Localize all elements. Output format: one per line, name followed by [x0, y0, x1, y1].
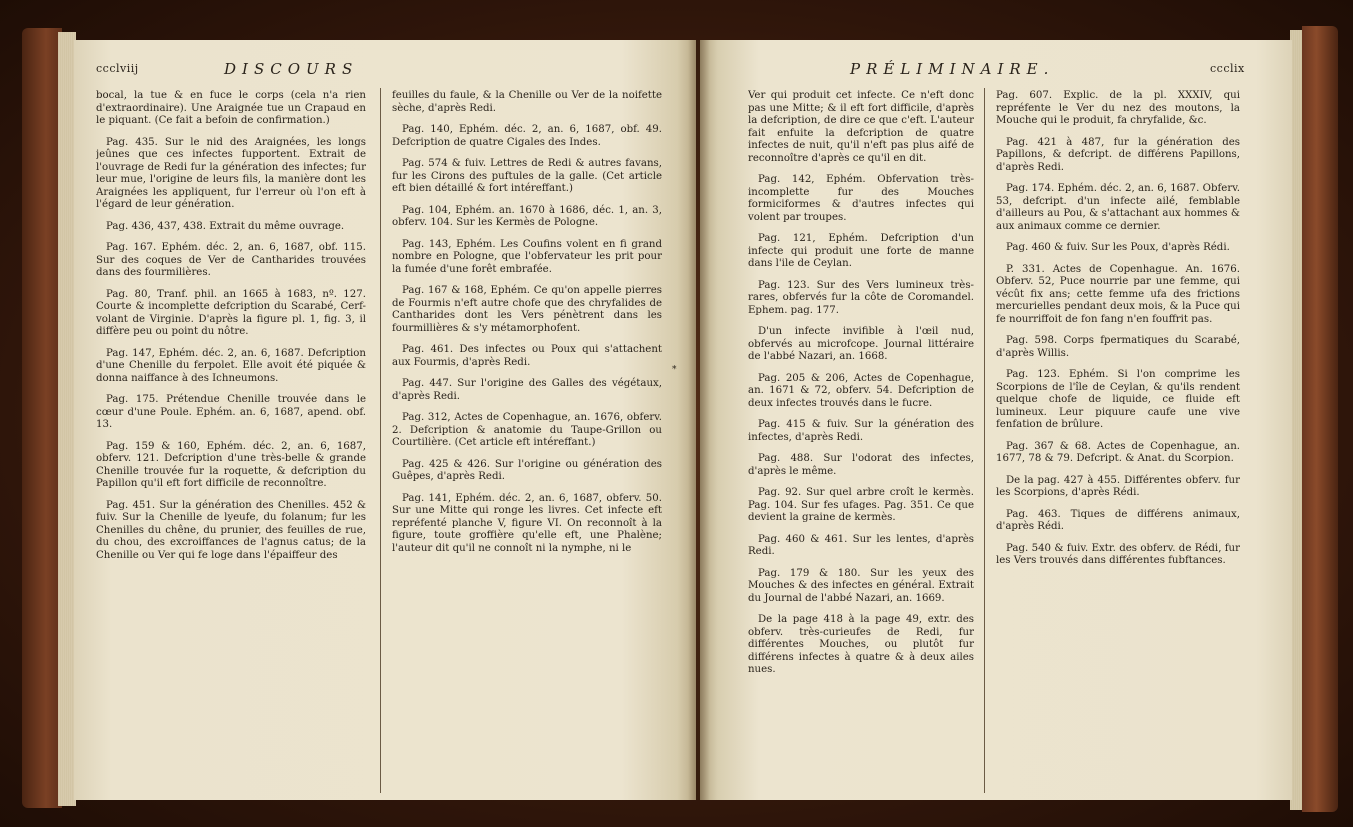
column-rule	[984, 88, 985, 793]
paragraph: Pag. 367 & 68. Actes de Copenhague, an. 1677, 78 & 79. Defcript. & Anat. du Scorpion.	[996, 440, 1240, 464]
paragraph: Pag. 142, Ephém. Obfervation très-incomplette fur des Mouches formiciformes & d'autres infectes qui volent par troupes.	[748, 174, 974, 223]
paragraph: Pag. 147, Ephém. déc. 2, an. 6, 1687. Defcription d'une Chenille du ferpolet. Elle avoit été piquée & donna naiffance à des Ichneumons.	[96, 347, 366, 384]
paragraph: Pag. 175. Prétendue Chenille trouvée dans le cœur d'une Poule. Ephém. an. 6, 1687, apend. obf. 13.	[96, 394, 366, 430]
paragraph: Pag. 167 & 168, Ephém. Ce qu'on appelle pierres de Fourmis n'eft autre chofe que des chryfalides de Cantharides dont les Vers pénètrent dans les fourmillières & s'y métamorphofent.	[392, 285, 662, 334]
paragraph: De la pag. 427 à 455. Différentes obferv. fur les Scorpions, d'après Rédi.	[996, 474, 1240, 498]
paragraph: Pag. 312, Actes de Copenhague, an. 1676, obferv. 2. Defcription & anatomie du Taupe-Grillon ou Courtilière. (Cet article eft intéreffant.)	[392, 412, 662, 448]
paragraph: Pag. 167. Ephém. déc. 2, an. 6, 1687, obf. 115. Sur des coques de Ver de Cantharides trouvées dans des fourmilières.	[96, 242, 366, 278]
paragraph: feuilles du faule, & la Chenille ou Ver de la noifette sèche, d'après Redi.	[392, 90, 662, 114]
right-page	[700, 40, 1292, 800]
paragraph: Pag. 141, Ephém. déc. 2, an. 6, 1687, obferv. 50. Sur une Mitte qui ronge les livres. Cet infecte eft repréfenté planche V, figure VI. On reconnoît à la figure, toute groffière qu'elle eft, une Phalène; l'auteur dit qu'il ne connoît ni la nymphe, ni le	[392, 492, 662, 554]
paragraph: Pag. 123. Ephém. Si l'on comprime les Scorpions de l'île de Ceylan, & qu'ils rendent quelque chofe de liquide, ce fluide eft lumineux. Leur piquure caufe une vive fenfation de brûlure.	[996, 369, 1240, 430]
column-rule	[380, 88, 381, 793]
paragraph: Pag. 174. Ephém. déc. 2, an. 6, 1687. Obferv. 53, defcript. d'un infecte ailé, femblable d'ailleurs au Pou, & s'attachant aux hommes & aux animaux comme ce dernier.	[996, 183, 1240, 232]
paragraph: Pag. 451. Sur la génération des Chenilles. 452 & fuiv. Sur la Chenille de lyeufe, du folanum; fur les Chenilles du chêne, du prunier, des feuilles de rue, du chou, des excroiffances de l'agnus catus; de la Chenille ou Ver qui fe loge dans l'épaiffeur des	[96, 499, 366, 561]
paragraph: Pag. 574 & fuiv. Lettres de Redi & autres favans, fur les Cirons des puftules de la galle. (Cet article eft bien détaillé & fort intéreffant.)	[392, 158, 662, 194]
right-page-header	[700, 62, 1292, 86]
paragraph: Pag. 80, Tranf. phil. an 1665 à 1683, nº. 127. Courte & incomplette defcription du Scarabé, Cerf-volant de Virginie. D'après la figure pl. 1, fig. 3, il diffère peu ou point du nôtre.	[96, 288, 366, 337]
right-page-number: ccclix	[1210, 62, 1245, 75]
left-page-column-1	[96, 90, 366, 795]
left-page-header	[74, 62, 696, 86]
paragraph: Pag. 461. Des infectes ou Poux qui s'attachent aux Fourmis, d'après Redi.	[392, 344, 662, 368]
paragraph: Pag. 104, Ephém. an. 1670 à 1686, déc. 1, an. 3, obferv. 104. Sur les Kermès de Pologne.	[392, 204, 662, 228]
paragraph: Pag. 463. Tiques de différens animaux, d'après Rédi.	[996, 508, 1240, 532]
paragraph: Pag. 435. Sur le nid des Araignées, les longs jeûnes que ces infectes fupportent. Extrait de l'ouvrage de Redi fur la génération des infectes; fur leur mue, l'origine de leurs fils, la manière dont les Araignées les appliquent, fur l'erreur où l'on eft à l'égard de leur génération.	[96, 136, 366, 210]
book-cover-left	[22, 28, 62, 808]
paragraph: Ver qui produit cet infecte. Ce n'eft donc pas une Mitte; & il eft fort difficile, d'après la defcription, de dire ce que c'eft. L'auteur fait enfuite la defcription de quatre infectes de nuit, qu'il n'eft pas plus aifé de reconnoître d'après ce qu'il en dit.	[748, 90, 974, 164]
left-page-number: ccclviij	[96, 62, 139, 75]
right-running-head: PRÉLIMINAIRE.	[850, 60, 1055, 78]
book-cover-right	[1302, 26, 1338, 812]
paragraph: Pag. 488. Sur l'odorat des infectes, d'après le même.	[748, 453, 974, 477]
paragraph: Pag. 159 & 160, Ephém. déc. 2, an. 6, 1687, obferv. 121. Defcription d'une très-belle & grande Chenille trouvée fur la roquette, & defcription du Papillon qu'il eft fort difficile de reconnoître.	[96, 440, 366, 489]
left-page	[74, 40, 696, 800]
paragraph: Pag. 92. Sur quel arbre croît le kermès. Pag. 104. Sur fes ufages. Pag. 351. Ce que devient la graine de kermès.	[748, 487, 974, 523]
paragraph: Pag. 436, 437, 438. Extrait du même ouvrage.	[106, 220, 345, 232]
paragraph: Pag. 205 & 206, Actes de Copenhague, an. 1671 & 72, obferv. 54. Defcription de deux infectes trouvés dans le fucre.	[748, 372, 974, 409]
right-page-column-2	[996, 90, 1240, 795]
paragraph: D'un infecte invifible à l'œil nud, obfervés au microfcope. Journal littéraire de l'abbé Nazari, an. 1668.	[748, 326, 974, 362]
paragraph: Pag. 123. Sur des Vers lumineux très-rares, obfervés fur la côte de Coromandel. Ephem. pag. 177.	[748, 279, 974, 316]
paragraph: Pag. 121, Ephém. Defcription d'un infecte qui produit une forte de manne dans l'ile de Ceylan.	[748, 233, 974, 269]
paragraph: Pag. 421 à 487, fur la génération des Papillons, & defcript. de différens Papillons, d'après Redi.	[996, 136, 1240, 173]
paragraph: P. 331. Actes de Copenhague. An. 1676. Obferv. 52, Puce nourrie par une femme, qui vécût fix ans; cette femme ufa des frictions mercurielles pendant deux mois, & la Puce qui fe nourriffoit de fon fang n'en fouffrit pas.	[996, 263, 1240, 325]
right-page-column-1	[748, 90, 974, 795]
left-page-column-2	[392, 90, 662, 795]
paragraph: Pag. 179 & 180. Sur les yeux des Mouches & des infectes en général. Extrait du Journal de l'abbé Nazari, an. 1669.	[748, 567, 974, 604]
paragraph: Pag. 415 & fuiv. Sur la génération des infectes, d'après Redi.	[748, 419, 974, 443]
paragraph: Pag. 460 & 461. Sur les lentes, d'après Redi.	[748, 533, 974, 557]
paragraph: Pag. 425 & 426. Sur l'origine ou génération des Guêpes, d'après Redi.	[392, 458, 662, 482]
paragraph: Pag. 540 & fuiv. Extr. des obferv. de Rédi, fur les Vers trouvés dans différentes fubftances.	[996, 542, 1240, 566]
book-gutter	[688, 40, 710, 800]
paragraph: Pag. 460 & fuiv. Sur les Poux, d'après Rédi.	[1006, 242, 1230, 253]
margin-mark: *	[672, 365, 677, 375]
paragraph: Pag. 598. Corps fpermatiques du Scarabé, d'après Willis.	[996, 335, 1240, 359]
paragraph: Pag. 607. Explic. de la pl. XXXIV, qui repréfente le Ver du nez des moutons, la Mouche qui le produit, fa chryfalide, &c.	[996, 90, 1240, 126]
paragraph: bocal, la tue & en fuce le corps (cela n'a rien d'extraordinaire). Une Araignée tue un Crapaud en le piquant. (Ce fait a befoin de confirmation.)	[96, 90, 366, 126]
paragraph: De la page 418 à la page 49, extr. des obferv. très-curieufes de Redi, fur différentes Mouches, ou plutôt fur différens infectes à quatre & à deux ailes nues.	[748, 614, 974, 675]
left-running-head: DISCOURS	[224, 60, 359, 78]
paragraph: Pag. 143, Ephém. Les Coufins volent en fi grand nombre en Pologne, que l'obfervateur les prit pour la fumée d'une forêt embrafée.	[392, 238, 662, 275]
paragraph: Pag. 447. Sur l'origine des Galles des végétaux, d'après Redi.	[392, 378, 662, 402]
paragraph: Pag. 140, Ephém. déc. 2, an. 6, 1687, obf. 49. Defcription de quatre Cigales des Indes.	[392, 124, 662, 148]
